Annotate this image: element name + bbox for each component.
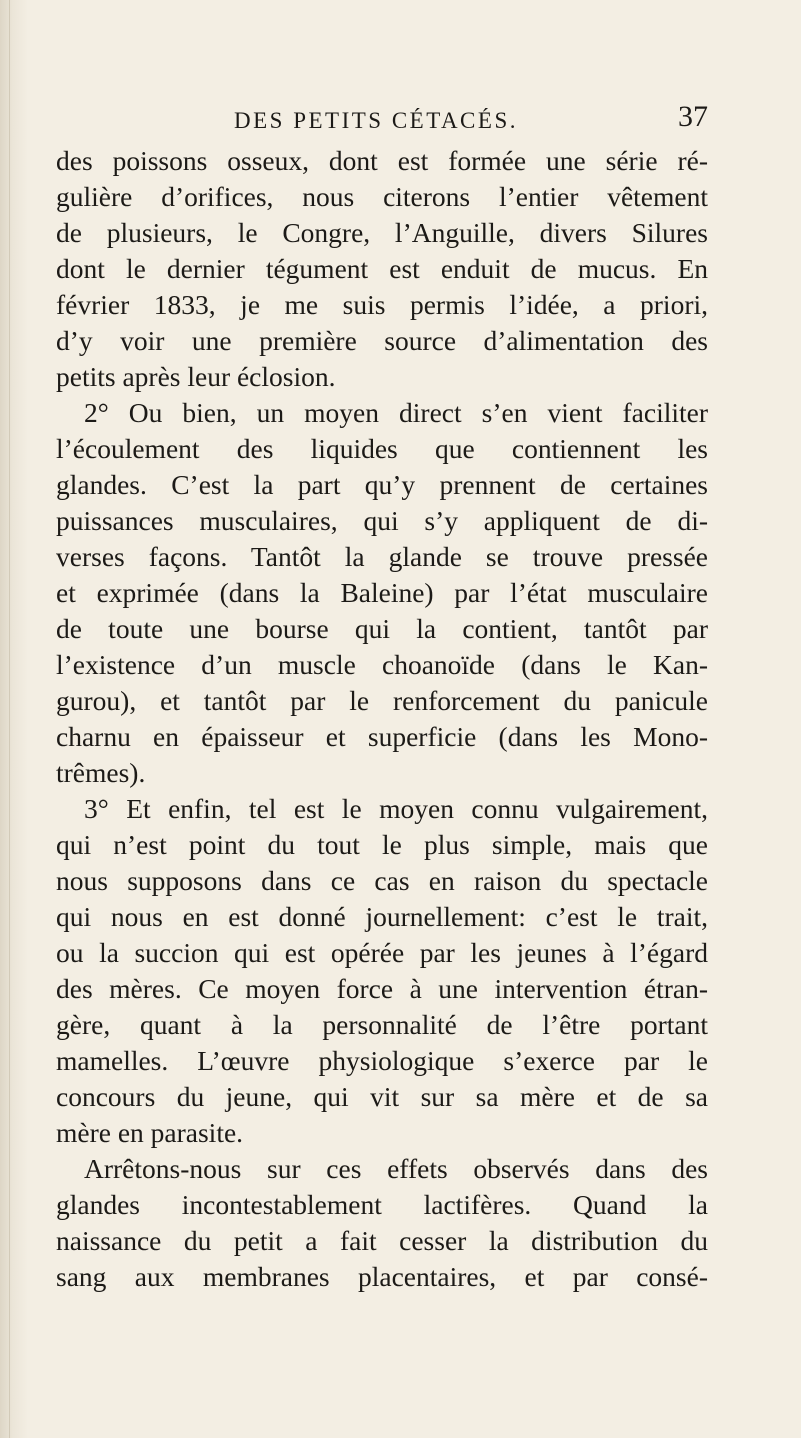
text-line: qui nous en est donné journellement: c’est le trait, xyxy=(56,901,708,932)
text-line: février 1833, je me suis permis l’idée, a priori, xyxy=(56,289,708,320)
text-line: sang aux membranes placentaires, et par consé- xyxy=(56,1261,708,1292)
text-line: des mères. Ce moyen force à une intervention étran- xyxy=(56,973,708,1004)
paragraph-start-line: 2° Ou bien, un moyen direct s’en vient faciliter xyxy=(84,397,708,428)
paragraph-start-line: 3° Et enfin, tel est le moyen connu vulgairement, xyxy=(84,793,708,824)
text-line: l’existence d’un muscle choanoïde (dans le Kan- xyxy=(56,649,708,680)
text-line: puissances musculaires, qui s’y appliquent de di- xyxy=(56,505,708,536)
text-line: qui n’est point du tout le plus simple, mais que xyxy=(56,829,708,860)
text-line: ou la succion qui est opérée par les jeunes à l’égard xyxy=(56,937,708,968)
body-text xyxy=(56,143,708,1295)
text-line: des poissons osseux, dont est formée une série ré- xyxy=(56,145,708,176)
text-line: et exprimée (dans la Baleine) par l’état musculaire xyxy=(56,577,708,608)
text-line: gère, quant à la personnalité de l’être portant xyxy=(56,1009,708,1040)
text-line: gurou), et tantôt par le renforcement du panicule xyxy=(56,685,708,716)
running-header xyxy=(56,100,708,146)
text-line: charnu en épaisseur et superficie (dans les Mono- xyxy=(56,721,708,752)
paragraph-start-line: Arrêtons-nous sur ces effets observés dans des xyxy=(84,1153,708,1184)
paragraph-end-line: mère en parasite. xyxy=(56,1117,244,1148)
text-line: dont le dernier tégument est enduit de mucus. En xyxy=(56,253,708,284)
text-line: mamelles. L’œuvre physiologique s’exerce par le xyxy=(56,1045,708,1076)
text-line: d’y voir une première source d’alimentation des xyxy=(56,325,708,356)
text-line: naissance du petit a fait cesser la distribution du xyxy=(56,1225,708,1256)
page-number: 37 xyxy=(678,100,708,133)
text-line: verses façons. Tantôt la glande se trouve pressée xyxy=(56,541,708,572)
page-binding-edge xyxy=(0,0,28,1438)
text-line: glandes incontestablement lactifères. Quand la xyxy=(56,1189,708,1220)
text-line: l’écoulement des liquides que contiennent les xyxy=(56,433,708,464)
text-line: glandes. C’est la part qu’y prennent de certaines xyxy=(56,469,708,500)
text-line: gulière d’orifices, nous citerons l’entier vêtement xyxy=(56,181,708,212)
running-title: DES PETITS CÉTACÉS. xyxy=(234,108,518,133)
text-line: nous supposons dans ce cas en raison du spectacle xyxy=(56,865,708,896)
paragraph-end-line: trêmes). xyxy=(56,757,146,788)
text-line: de plusieurs, le Congre, l’Anguille, divers Silures xyxy=(56,217,708,248)
text-line: concours du jeune, qui vit sur sa mère et de sa xyxy=(56,1081,708,1112)
text-line: de toute une bourse qui la contient, tantôt par xyxy=(56,613,708,644)
paragraph-end-line: petits après leur éclosion. xyxy=(56,361,336,392)
